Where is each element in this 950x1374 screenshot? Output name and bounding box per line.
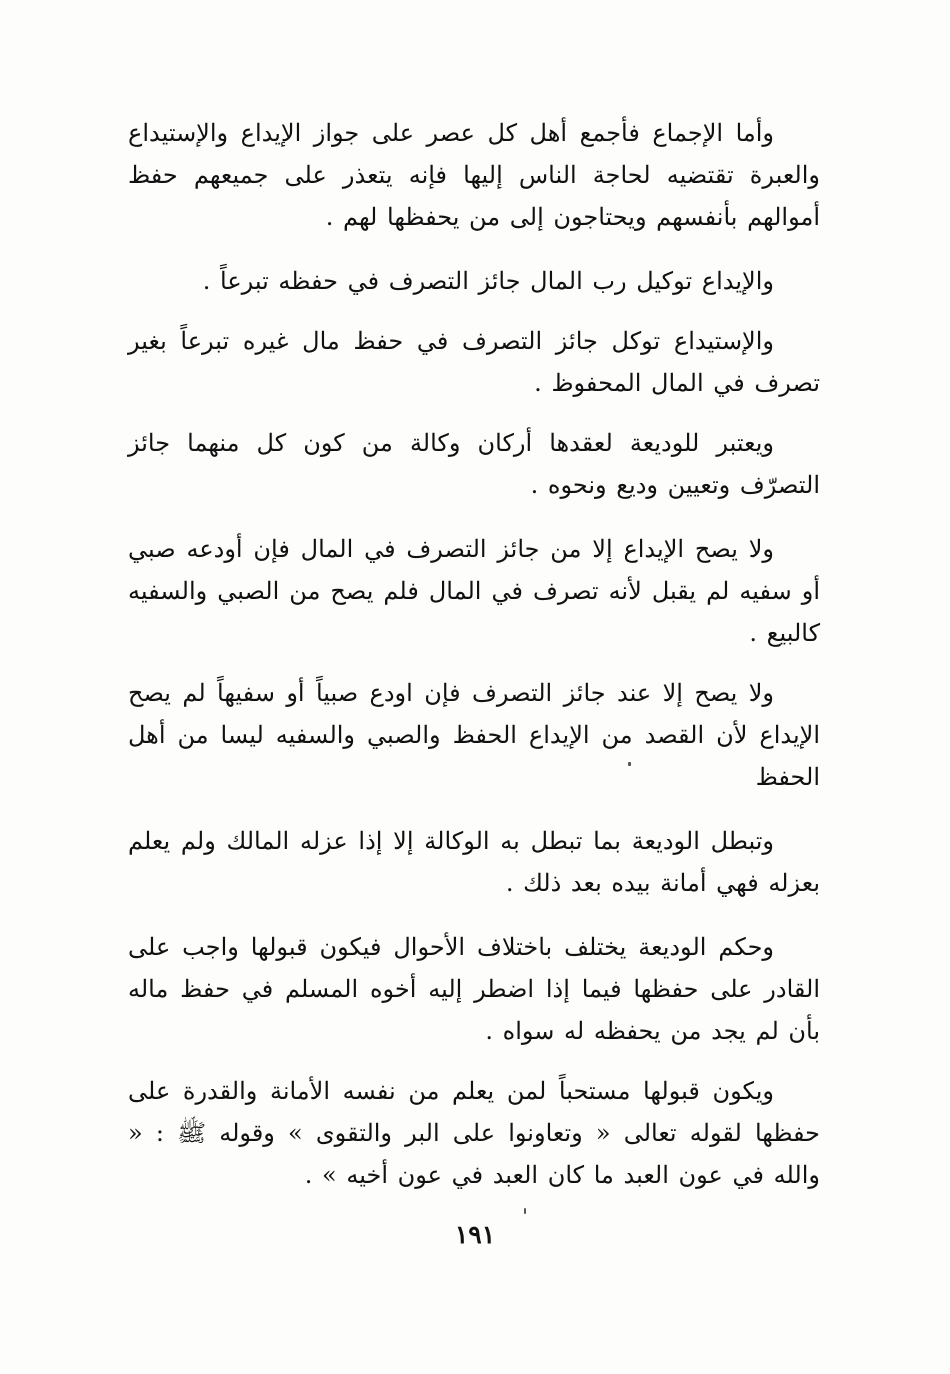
paragraph-istidaa-definition: والإستيداع توكل جائز التصرف في حفظ مال غيره تبرعاً بغير تصرف في المال المحفوظ . <box>128 327 820 397</box>
scan-speck <box>524 1208 526 1214</box>
page-number: ١٩١ <box>454 1220 496 1249</box>
paragraph-depositee-condition: ولا يصح إلا عند جائز التصرف فإن اودع صبياً أو سفيهاً لم يصح الإيداع لأن القصد من الإيداع الحفظ والصبي والسفيه ليسا من أهل الحفظ <box>128 679 820 791</box>
paragraph-depositor-condition: ولا يصح الإيداع إلا من جائز التصرف في المال فإن أودعه صبي أو سفيه لم يقبل لأنه تصرف في المال فلم يصح من الصبي والسفيه كالبيع . <box>128 535 820 647</box>
paragraph-recommended: ويكون قبولها مستحباً لمن يعلم من نفسه الأمانة والقدرة على حفظها لقوله تعالى « وتعاونوا على البر والتقوى » وقوله ﷺ : « والله في عون العبد ما كان العبد في عون أخيه » . <box>128 1077 820 1189</box>
paragraph-arkan: ويعتبر للوديعة لعقدها أركان وكالة من كون كل منهما جائز التصرّف وتعيين وديع ونحوه . <box>128 429 820 499</box>
paragraph-invalidation: وتبطل الوديعة بما تبطل به الوكالة إلا إذا عزله المالك ولم يعلم بعزله فهي أمانة بيده بعد ذلك . <box>128 827 820 897</box>
paragraph-ijma: وأما الإجماع فأجمع أهل كل عصر على جواز الإيداع والإستيداع والعبرة تقتضيه لحاجة الناس إليها فإنه يتعذر على جميعهم حفظ أموالهم بأنفسهم ويحتاجون إلى من يحفظها لهم . <box>128 119 820 231</box>
scan-speck <box>628 762 631 766</box>
paragraph-ruling: وحكم الوديعة يختلف باختلاف الأحوال فيكون قبولها واجب على القادر على حفظها فيما إذا اضطر إليه أخوه المسلم في حفظ ماله بأن لم يجد من يحفظه له سواه . <box>128 933 821 1045</box>
page-body <box>128 112 820 1218</box>
paragraph-iydaa-definition: والإيداع توكيل رب المال جائز التصرف في حفظه تبرعاً . <box>202 267 774 295</box>
